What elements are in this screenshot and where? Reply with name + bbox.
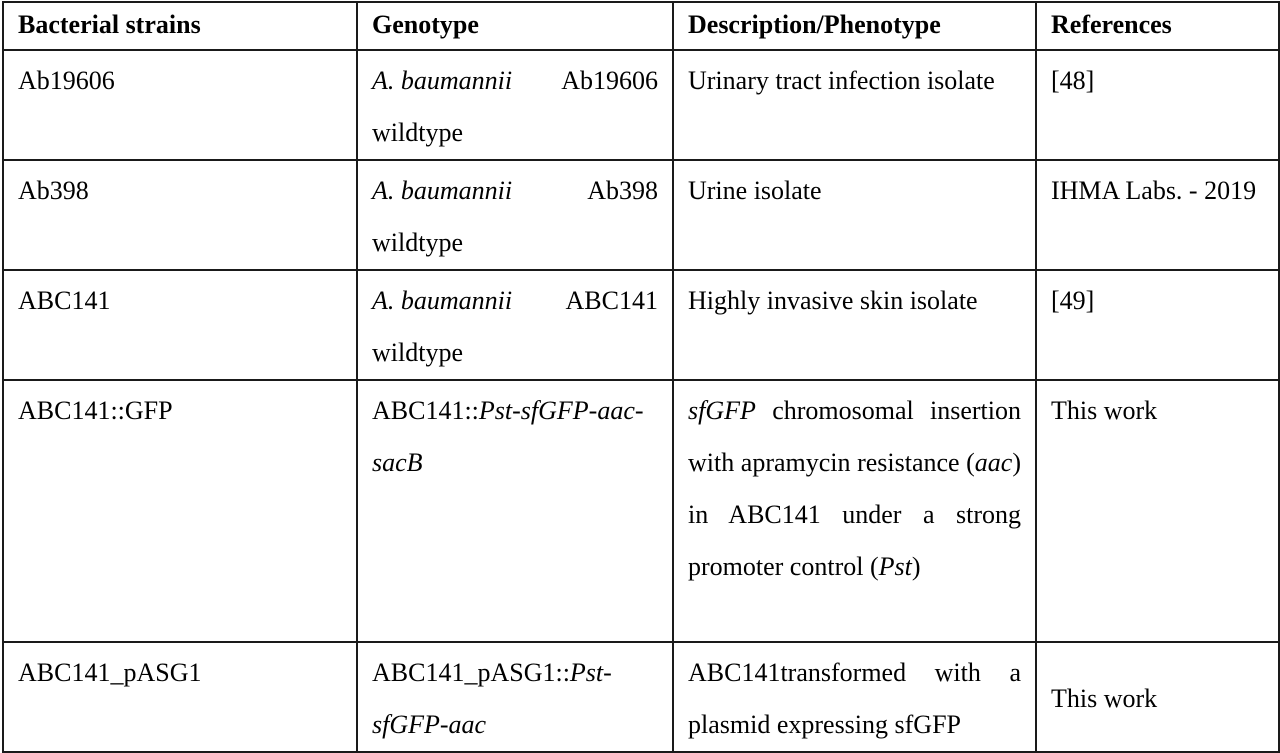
table-row (3, 160, 1279, 270)
reference-cell: [48] (1036, 50, 1279, 160)
genotype-prefix: ABC141:: (372, 396, 479, 425)
genotype-cell (357, 160, 673, 270)
genotype-suffix: wildtype (372, 118, 463, 147)
genotype-italic: Pst-sfGFP-aac (372, 658, 612, 739)
species-name: A. baumannii (372, 286, 513, 315)
description-text-1: chromosomal insertion with apramycin resistance ( (688, 396, 1021, 477)
table-row (3, 50, 1279, 160)
description-cell: Highly invasive skin isolate (673, 270, 1036, 380)
reference-cell: IHMA Labs. - 2019 (1036, 160, 1279, 270)
description-text-2: ) in ABC141 under a strong promoter control ( (688, 448, 1021, 581)
genotype-cell (357, 380, 673, 642)
marker-name: aac (974, 448, 1013, 477)
genotype-strain: Ab19606 (561, 66, 658, 95)
table-row (3, 380, 1279, 642)
description-text-3: ) (911, 552, 921, 581)
genotype-cell (357, 270, 673, 380)
species-name: A. baumannii (372, 66, 513, 95)
reference-cell: [49] (1036, 270, 1279, 380)
description-cell (673, 380, 1036, 642)
strain-cell: ABC141_pASG1 (3, 642, 357, 752)
header-genotype: Genotype (357, 2, 673, 50)
genotype-strain: Ab398 (587, 176, 658, 205)
table-row (3, 642, 1279, 752)
genotype-suffix: wildtype (372, 338, 463, 367)
description-cell: Urine isolate (673, 160, 1036, 270)
strain-cell: Ab19606 (3, 50, 357, 160)
species-name: A. baumannii (372, 176, 513, 205)
gene-name: sfGFP (688, 396, 756, 425)
header-references: References (1036, 2, 1279, 50)
description-cell: Urinary tract infection isolate (673, 50, 1036, 160)
strain-cell: Ab398 (3, 160, 357, 270)
genotype-prefix: ABC141_pASG1:: (372, 658, 570, 687)
reference-cell: This work (1036, 642, 1279, 752)
genotype-italic: Pst-sfGFP-aac-sacB (372, 396, 644, 477)
header-description: Description/Phenotype (673, 2, 1036, 50)
genotype-strain: ABC141 (565, 286, 658, 315)
genotype-cell (357, 642, 673, 752)
strains-table (2, 1, 1280, 753)
promoter-name: Pst (878, 552, 912, 581)
genotype-cell (357, 50, 673, 160)
strain-cell: ABC141 (3, 270, 357, 380)
description-cell: ABC141transformed with a plasmid expressing sfGFP (673, 642, 1036, 752)
header-bacterial-strains: Bacterial strains (3, 2, 357, 50)
header-row (3, 2, 1279, 50)
table-row (3, 270, 1279, 380)
strain-cell: ABC141::GFP (3, 380, 357, 642)
genotype-suffix: wildtype (372, 228, 463, 257)
reference-cell: This work (1036, 380, 1279, 642)
